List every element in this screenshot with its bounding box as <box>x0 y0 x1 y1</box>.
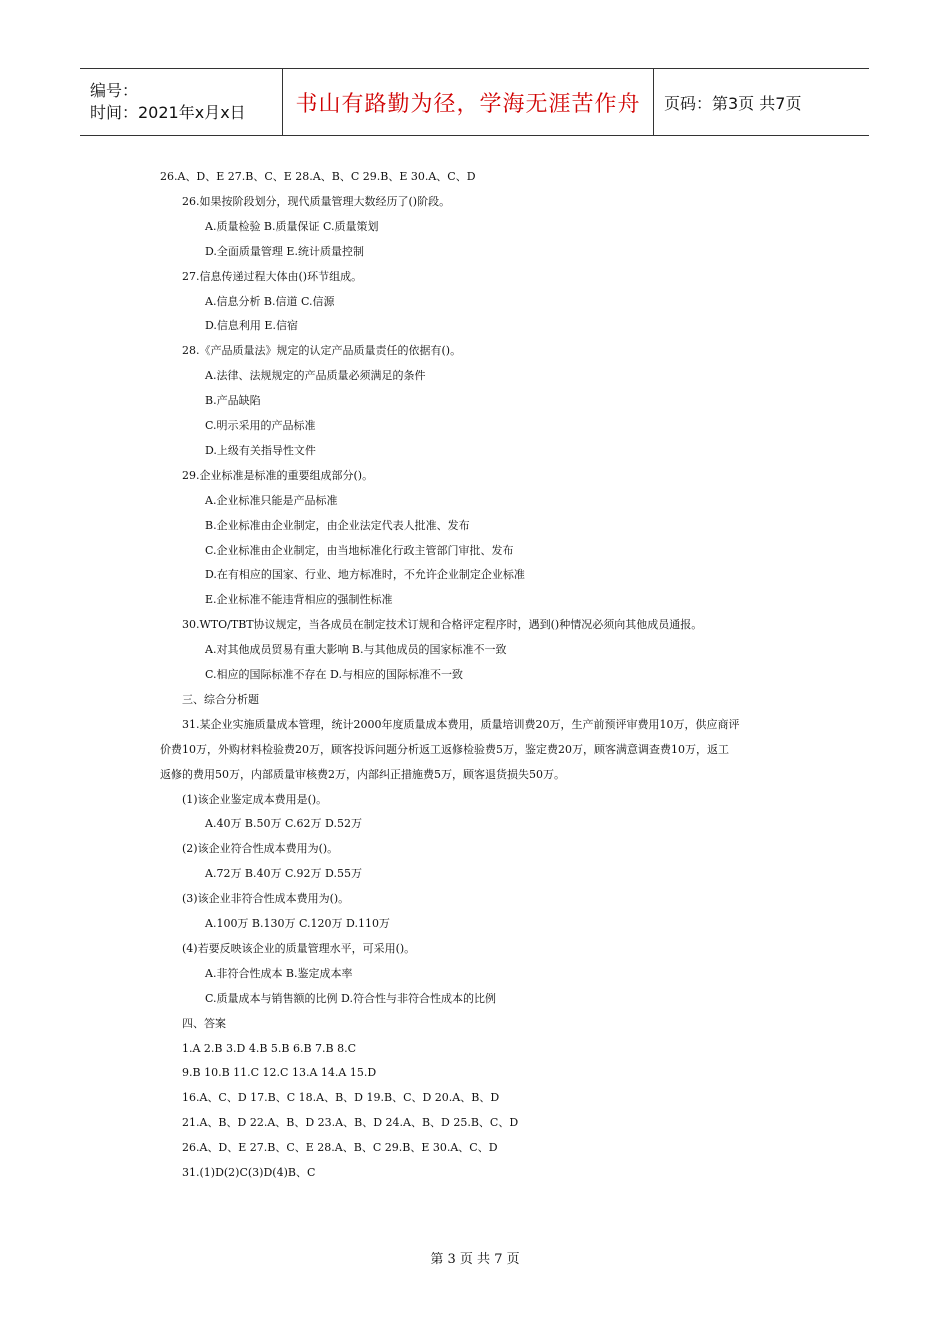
text-line: A.非符合性成本 B.鉴定成本率 <box>205 966 353 980</box>
text-line: C.相应的国际标准不存在 D.与相应的国际标准不一致 <box>205 668 463 681</box>
page-header <box>80 68 869 136</box>
text-line: 30.WTO/TBT协议规定，当各成员在制定技术订规和合格评定程序时，遇到()种情况必须向其他成员通报。 <box>182 618 703 632</box>
text-line: C.质量成本与销售额的比例 D.符合性与非符合性成本的比例 <box>205 991 496 1005</box>
page-footer: 第 3 页 共 7 页 <box>430 1252 520 1267</box>
text-line: D.信息利用 E.信宿 <box>205 319 298 333</box>
text-line: D.全面质量管理 E.统计质量控制 <box>205 244 364 258</box>
text-line: (4)若要反映该企业的质量管理水平，可采用()。 <box>182 941 416 955</box>
text-line: 27.信息传递过程大体由()环节组成。 <box>182 269 363 283</box>
text-line: 返修的费用50万，内部质量审核费2万，内部纠正措施费5万，顾客退货损失50万。 <box>160 767 565 781</box>
text-line: 三、综合分析题 <box>182 692 259 706</box>
text-line: 9.B 10.B 11.C 12.C 13.A 14.A 15.D <box>182 1066 377 1080</box>
text-line: (2)该企业符合性成本费用为()。 <box>182 842 339 856</box>
text-line: (3)该企业非符合性成本费用为()。 <box>182 892 350 906</box>
text-line: 26.如果按阶段划分，现代质量管理大数经历了()阶段。 <box>182 194 451 208</box>
text-line: B.企业标准由企业制定，由企业法定代表人批准、发布 <box>205 518 470 532</box>
text-line: A.对其他成员贸易有重大影响 B.与其他成员的国家标准不一致 <box>205 643 507 657</box>
text-line: 31.(1)D(2)C(3)D(4)B、C <box>182 1166 316 1179</box>
text-line: A.72万 B.40万 C.92万 D.55万 <box>205 867 362 881</box>
document-time-label: 时间：2021年x月x日 <box>90 103 246 122</box>
header-page-number: 页码：第3页 共7页 <box>664 93 802 113</box>
text-line: A.40万 B.50万 C.62万 D.52万 <box>205 817 362 831</box>
text-line: A.质量检验 B.质量保证 C.质量策划 <box>205 219 379 233</box>
text-line: B.产品缺陷 <box>205 394 261 408</box>
text-line: 价费10万，外购材料检验费20万，顾客投诉问题分析返工返修检验费5万，鉴定费20万，顾客满意调查费10万，返工 <box>160 742 729 756</box>
text-line: 31.某企业实施质量成本管理，统计2000年度质量成本费用，质量培训费20万，生产前预评审费用10万，供应商评 <box>182 717 740 731</box>
header-motto-cell <box>282 69 654 135</box>
text-line: A.100万 B.130万 C.120万 D.110万 <box>205 917 390 930</box>
header-page-cell <box>654 69 801 135</box>
text-line: 1.A 2.B 3.D 4.B 5.B 6.B 7.B 8.C <box>182 1041 357 1055</box>
text-line: 26.A、D、E 27.B、C、E 28.A、B、C 29.B、E 30.A、C、D <box>182 1141 498 1155</box>
text-line: A.信息分析 B.信道 C.信源 <box>205 294 335 308</box>
text-line: 16.A、C、D 17.B、C 18.A、B、D 19.B、C、D 20.A、B、D <box>182 1091 500 1105</box>
header-meta <box>80 69 282 135</box>
text-line: D.上级有关指导性文件 <box>205 443 316 457</box>
text-line: C.企业标准由企业制定，由当地标准化行政主管部门审批、发布 <box>205 543 514 557</box>
text-line: C.明示采用的产品标准 <box>205 419 316 432</box>
document-number-label: 编号： <box>90 81 139 100</box>
text-line: 21.A、B、D 22.A、B、D 23.A、B、D 24.A、B、D 25.B、C、D <box>182 1116 519 1130</box>
text-line: D.在有相应的国家、行业、地方标准时，不允许企业制定企业标准 <box>205 568 525 582</box>
text-line: 29.企业标准是标准的重要组成部分()。 <box>182 468 374 482</box>
text-line: (1)该企业鉴定成本费用是()。 <box>182 792 328 806</box>
text-line: 四、答案 <box>182 1016 226 1030</box>
text-line: E.企业标准不能违背相应的强制性标准 <box>205 593 393 607</box>
text-line: 28.《产品质量法》规定的认定产品质量责任的依据有()。 <box>182 344 462 358</box>
text-line: A.企业标准只能是产品标准 <box>205 493 338 507</box>
text-line: 26.A、D、E 27.B、C、E 28.A、B、C 29.B、E 30.A、C、D <box>160 170 476 183</box>
text-line: A.法律、法规规定的产品质量必须满足的条件 <box>205 369 426 383</box>
header-motto: 书山有路勤为径，学海无涯苦作舟 <box>295 91 641 117</box>
